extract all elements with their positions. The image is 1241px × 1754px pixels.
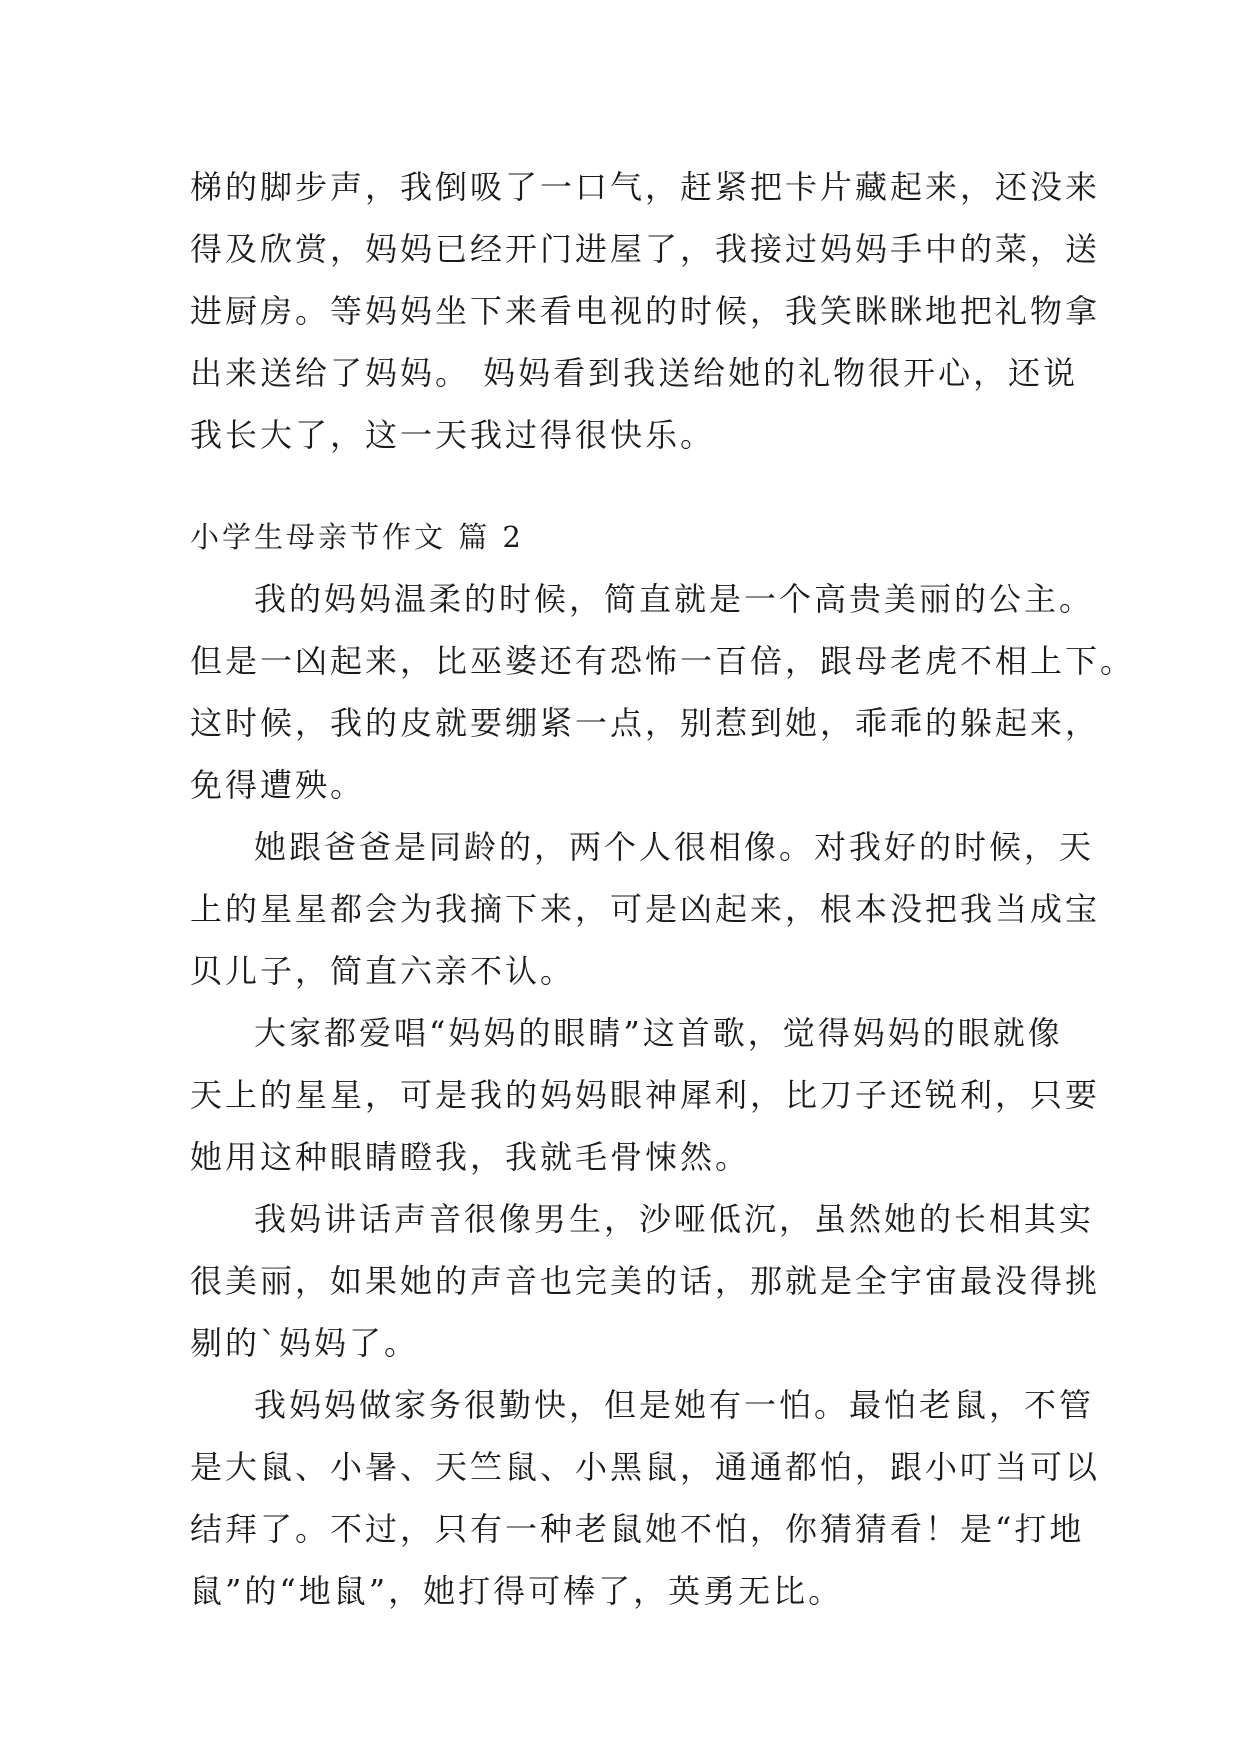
paragraph-line: 大家都爱唱“妈妈的眼睛”这首歌，觉得妈妈的眼就像 [254, 1014, 1063, 1052]
paragraph-line: 鼠”的“地鼠”，她打得可棒了，英勇无比。 [190, 1572, 844, 1610]
paragraph-line: 出来送给了妈妈。 妈妈看到我送给她的礼物很开心，还说 [190, 354, 1079, 392]
paragraph-line: 我的妈妈温柔的时候，简直就是一个高贵美丽的公主。 [254, 580, 1095, 618]
paragraph-line: 这时候，我的皮就要绷紧一点，别惹到她，乖乖的躲起来， [190, 704, 1101, 742]
paragraph-line: 我妈讲话声音很像男生，沙哑低沉，虽然她的长相其实 [254, 1200, 1095, 1238]
paragraph-line: 上的星星都会为我摘下来，可是凶起来，根本没把我当成宝 [190, 890, 1101, 928]
paragraph-line: 她用这种眼睛瞪我，我就毛骨悚然。 [190, 1138, 751, 1176]
paragraph-line: 但是一凶起来，比巫婆还有恐怖一百倍，跟母老虎不相上下。 [190, 642, 1136, 680]
essay-paragraph-3 [190, 1002, 1101, 1188]
continued-paragraph [190, 156, 1101, 466]
paragraph-line: 结拜了。不过，只有一种老鼠她不怕，你猜猜看！是“打地 [190, 1510, 1085, 1548]
paragraph-line: 她跟爸爸是同龄的，两个人很相像。对我好的时候，天 [254, 828, 1095, 866]
essay-paragraph-1 [190, 568, 1136, 816]
paragraph-line: 进厨房。等妈妈坐下来看电视的时候，我笑眯眯地把礼物拿 [190, 292, 1101, 330]
paragraph-line: 天上的星星，可是我的妈妈眼神犀利，比刀子还锐利，只要 [190, 1076, 1101, 1114]
paragraph-line: 剔的`妈妈了。 [190, 1324, 420, 1362]
paragraph-line: 我妈妈做家务很勤快，但是她有一怕。最怕老鼠，不管 [254, 1386, 1095, 1424]
paragraph-line: 我长大了，这一天我过得很快乐。 [190, 416, 716, 454]
essay-paragraph-2 [190, 816, 1101, 1002]
paragraph-line: 梯的脚步声，我倒吸了一口气，赶紧把卡片藏起来，还没来 [190, 168, 1101, 206]
essay-paragraph-4 [190, 1188, 1101, 1374]
section-heading: 小学生母亲节作文 篇 2 [190, 520, 524, 554]
essay-paragraph-5 [190, 1374, 1101, 1622]
paragraph-line: 是大鼠、小暑、天竺鼠、小黑鼠，通通都怕，跟小叮当可以 [190, 1448, 1101, 1486]
paragraph-line: 很美丽，如果她的声音也完美的话，那就是全宇宙最没得挑 [190, 1262, 1101, 1300]
paragraph-line: 免得遭殃。 [190, 766, 366, 804]
paragraph-line: 贝儿子，简直六亲不认。 [190, 952, 576, 990]
paragraph-line: 得及欣赏，妈妈已经开门进屋了，我接过妈妈手中的菜，送 [190, 230, 1101, 268]
